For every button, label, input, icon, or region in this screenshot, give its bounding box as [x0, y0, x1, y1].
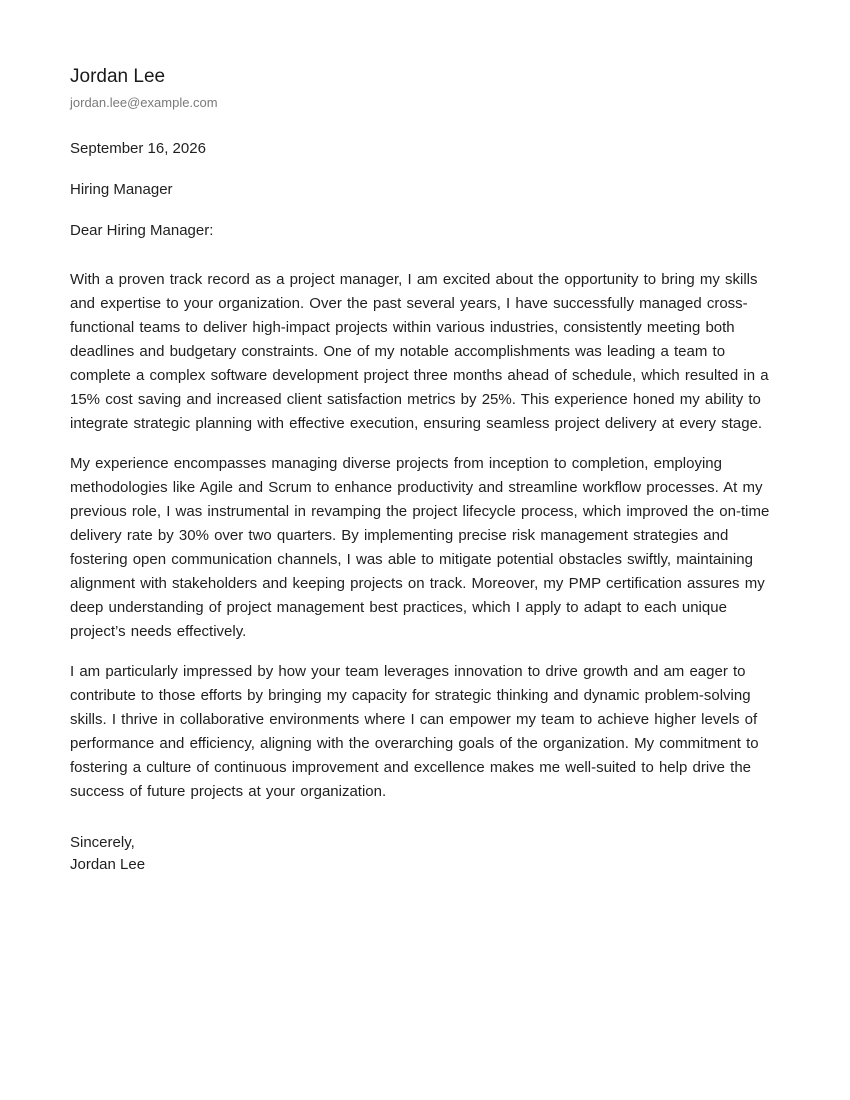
valediction: Sincerely,	[70, 834, 135, 851]
body-paragraph-1: With a proven track record as a project manager, I am excited about the opportunity to bring my skills and expertise to your organization. Over the past several years, I have successfully managed cross-functional teams to deliver high-impact projects within various industries, consistently meeting both deadlines and budgetary constraints. One of my notable accomplishments was leading a team to complete a complex software development project three months ahead of schedule, which resulted in a 15% cost saving and increased client satisfaction metrics by 25%. This experience honed my ability to integrate strategic planning with effective execution, ensuring seamless project delivery at every stage.	[70, 271, 769, 432]
signature: Jordan Lee	[70, 856, 146, 873]
salutation: Dear Hiring Manager:	[70, 222, 214, 239]
letter-body	[70, 268, 782, 804]
recipient: Hiring Manager	[70, 181, 173, 198]
sender-email: jordan.lee@example.com	[70, 95, 218, 110]
body-paragraph-3: I am particularly impressed by how your team leverages innovation to drive growth and am eager to contribute to those efforts by bringing my capacity for strategic thinking and dynamic problem-solving skills. I thrive in collaborative environments where I can empower my team to achieve higher levels of performance and efficiency, aligning with the overarching goals of the organization. My commitment to fostering a culture of continuous improvement and excellence makes me well-suited to help drive the success of future projects at your organization.	[70, 663, 759, 800]
letter-closing	[70, 832, 782, 876]
letter-date: September 16, 2026	[70, 140, 206, 157]
sender-name: Jordan Lee	[70, 66, 166, 87]
cover-letter	[70, 64, 782, 876]
letter-header	[70, 64, 782, 112]
body-paragraph-2: My experience encompasses managing diverse projects from inception to completion, employing methodologies like Agile and Scrum to enhance productivity and streamline workflow processes. At my previous role, I was instrumental in revamping the project lifecycle process, which improved the on-time delivery rate by 30% over two quarters. By implementing precise risk management strategies and fostering open communication channels, I was able to mitigate potential obstacles swiftly, maintaining alignment with stakeholders and keeping projects on track. Moreover, my PMP certification assures my deep understanding of project management best practices, which I apply to adapt to each unique project’s needs effectively.	[70, 455, 770, 640]
